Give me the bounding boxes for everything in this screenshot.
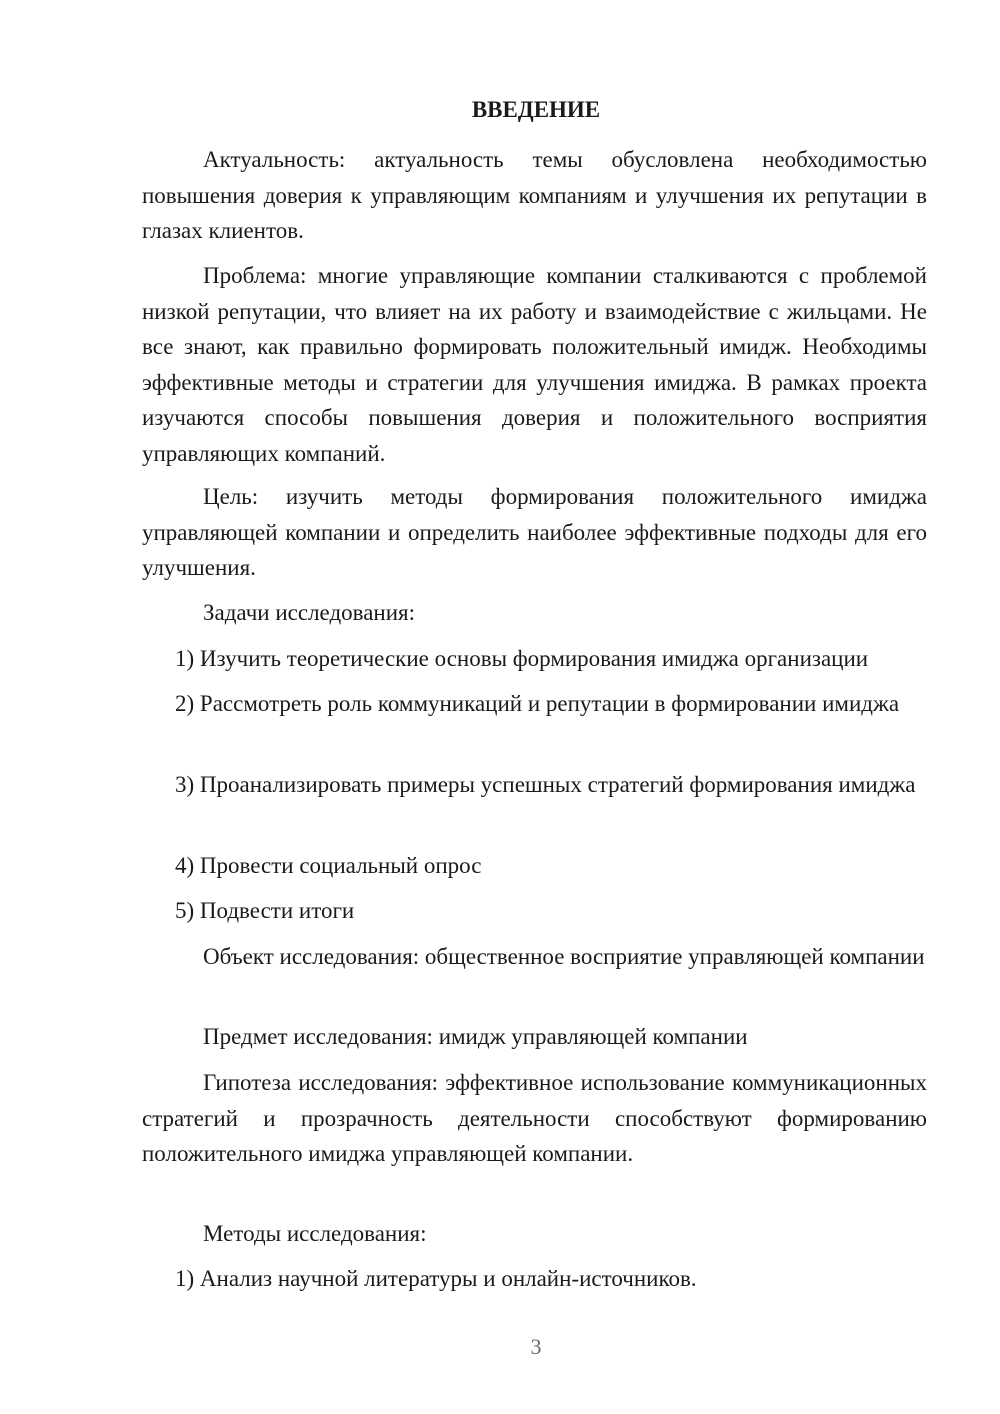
section-title: ВВЕДЕНИЕ (471, 97, 601, 122)
research-subject: Предмет исследования: имидж управляющей компании (203, 1024, 748, 1049)
relevance-paragraph: Актуальность: актуальность темы обусловлена необходимостью повышения доверия к управляющим компаниям и улучшения их репутации в глазах клиентов. (142, 147, 927, 243)
page-number: 3 (530, 1334, 542, 1359)
task-item-4: 4) Провести социальный опрос (175, 853, 482, 878)
task-item-1: 1) Изучить теоретические основы формирования имиджа организации (175, 646, 869, 671)
problem-paragraph: Проблема: многие управляющие компании сталкиваются с проблемой низкой репутации, что влияет на их работу и взаимодействие с жильцами. Не все знают, как правильно формировать положительный имидж. Необходимы эффективные методы и стратегии для улучшения имиджа. В рамках проекта изучаются способы повышения доверия и положительного восприятия управляющих компаний. (142, 263, 927, 466)
goal-paragraph: Цель: изучить методы формирования положительного имиджа управляющей компании и определить наиболее эффективные подходы для его улучшения. (142, 484, 927, 580)
research-hypothesis: Гипотеза исследования: эффективное использование коммуникационных стратегий и прозрачность деятельности способствуют формированию положительного имиджа управляющей компании. (142, 1070, 927, 1166)
task-item-5: 5) Подвести итоги (175, 898, 355, 923)
method-item-1: 1) Анализ научной литературы и онлайн-источников. (175, 1266, 697, 1291)
methods-heading: Методы исследования: (203, 1221, 427, 1246)
tasks-heading: Задачи исследования: (203, 600, 416, 625)
research-object: Объект исследования: общественное восприятие управляющей компании (203, 944, 925, 969)
task-item-2: 2) Рассмотреть роль коммуникаций и репутации в формировании имиджа (175, 691, 900, 716)
task-item-3: 3) Проанализировать примеры успешных стратегий формирования имиджа (175, 772, 916, 797)
